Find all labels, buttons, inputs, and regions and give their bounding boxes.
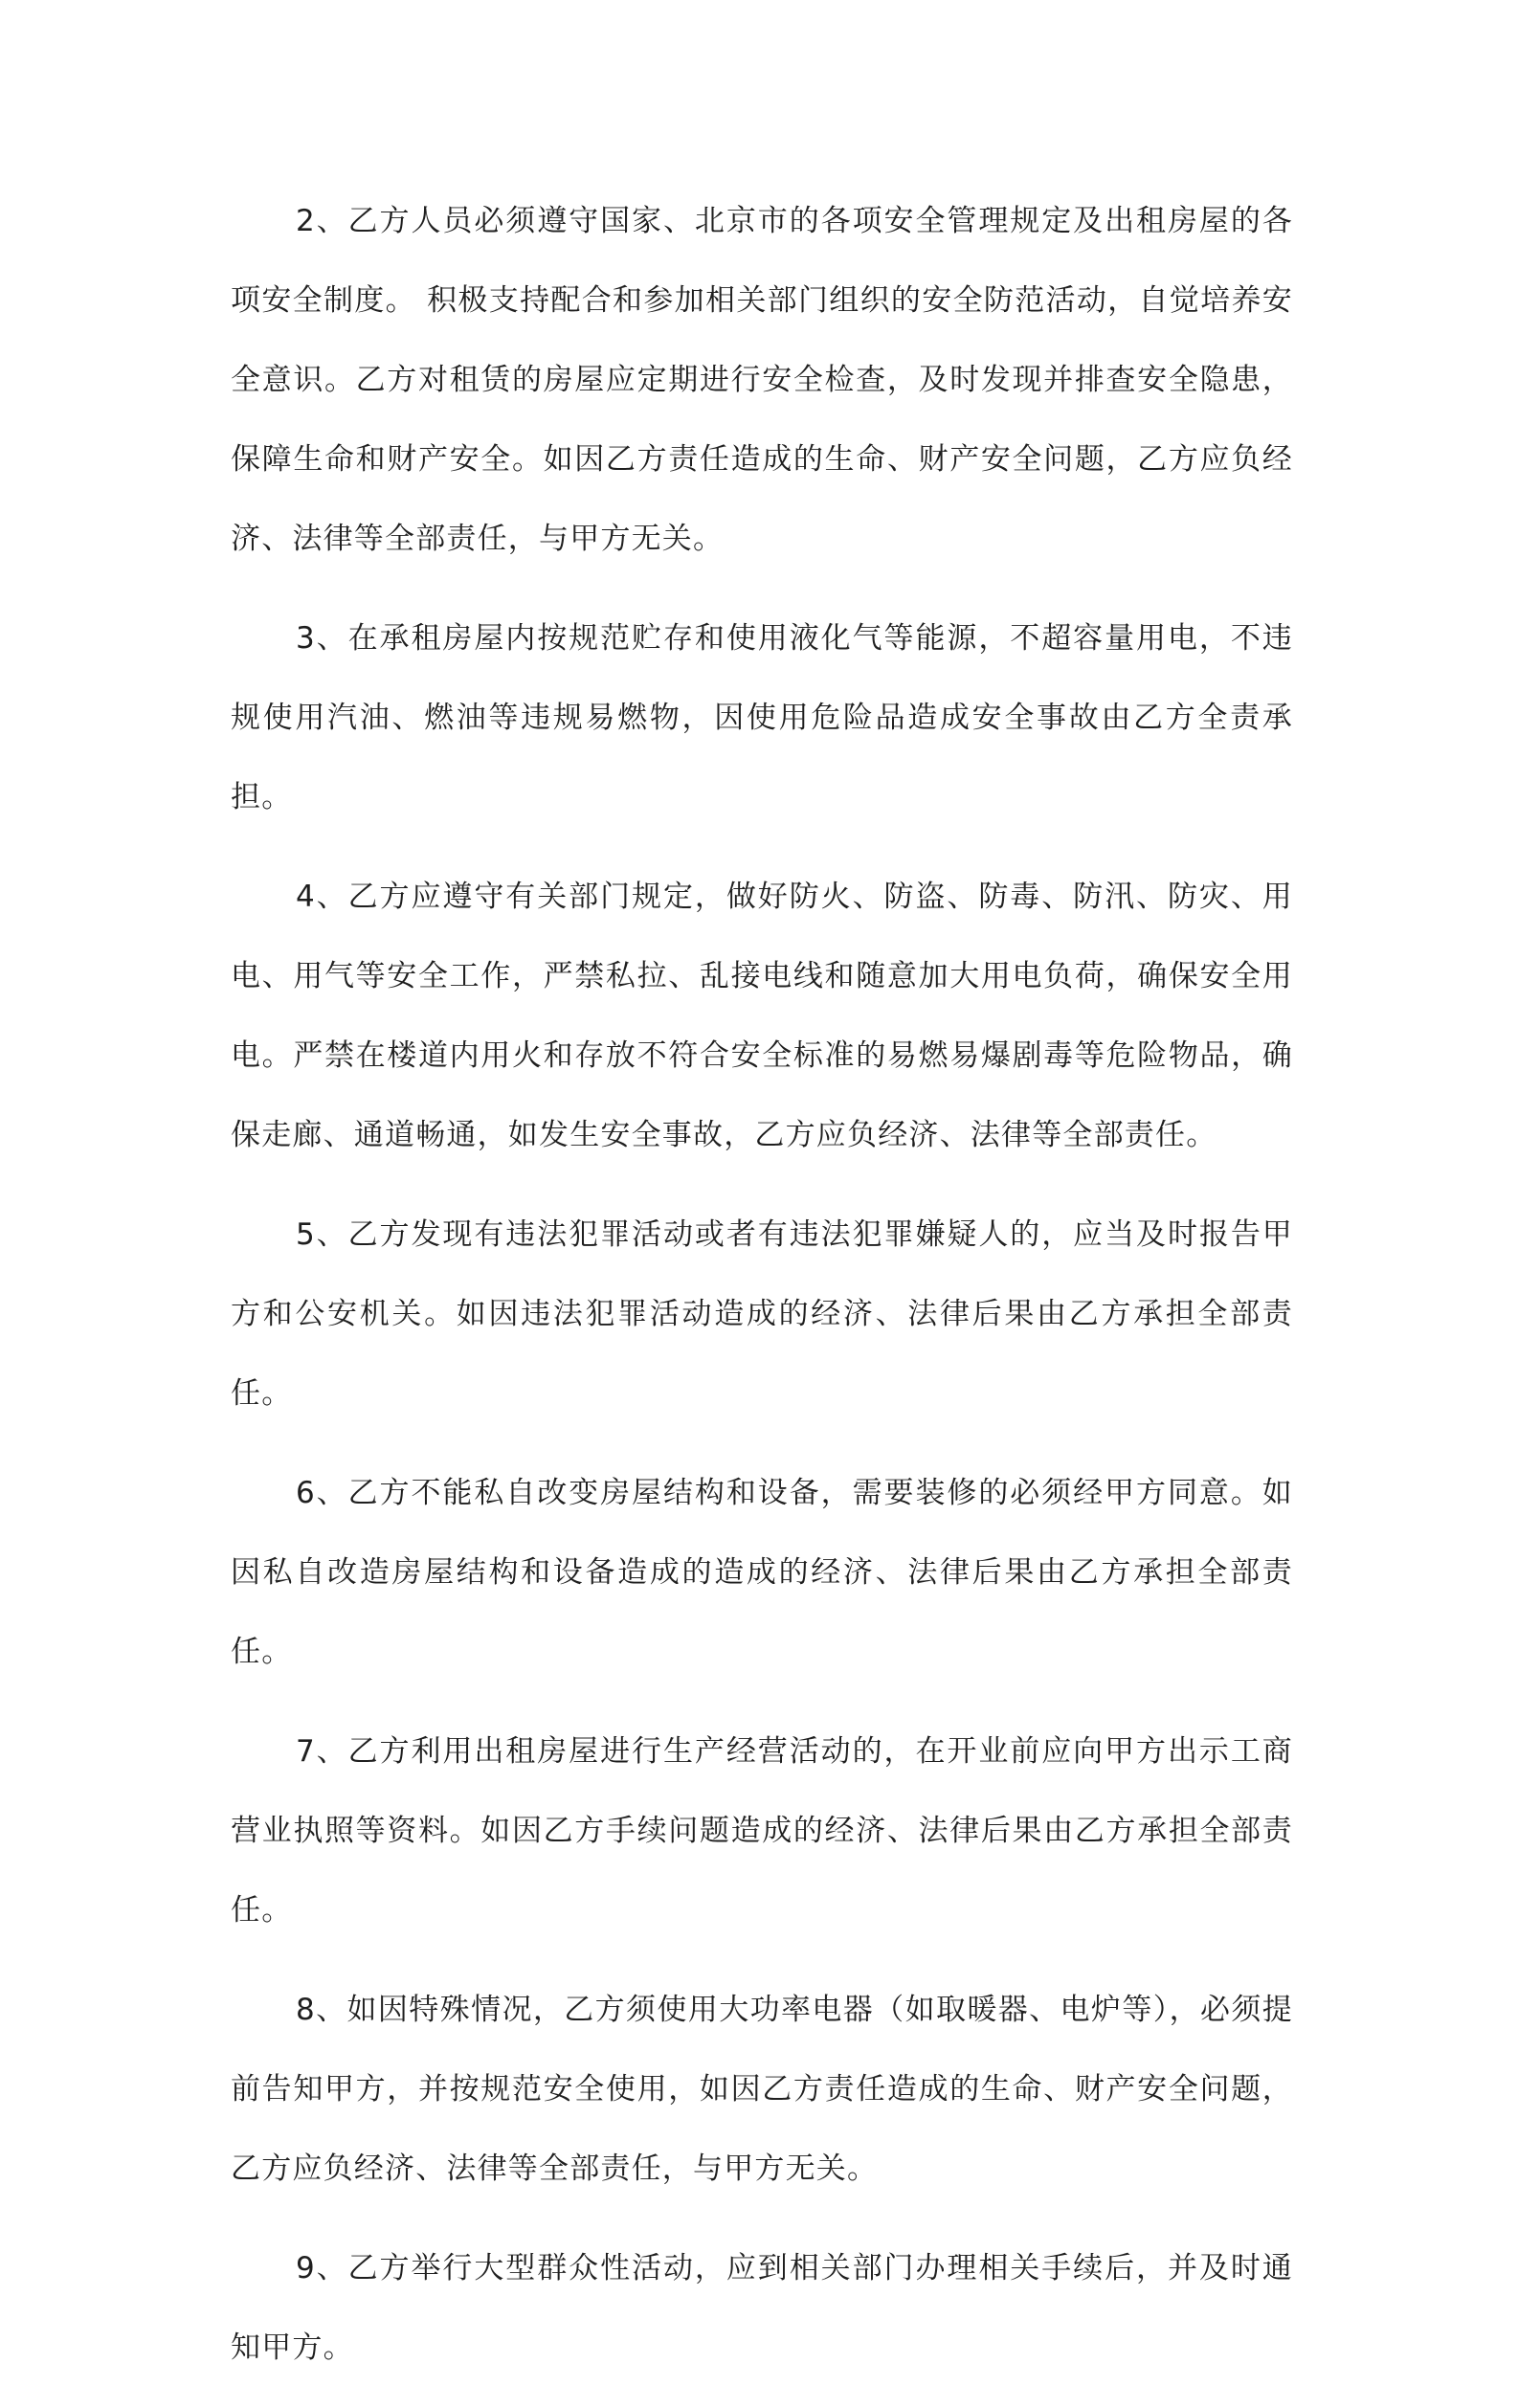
- clause-4-paragraph: 4、乙方应遵守有关部门规定，做好防火、防盗、防毒、防汛、防灾、用电、用气等安全工作，严禁私拉、乱接电线和随意加大用电负荷，确保安全用电。严禁在楼道内用火和存放不符合安全标准的易燃易爆剧毒等危险物品，确保走廊、通道畅通，如发生安全事故，乙方应负经济、法律等全部责任。: [231, 880, 1293, 1152]
- clause-2-paragraph: 2、乙方人员必须遵守国家、北京市的各项安全管理规定及出租房屋的各项安全制度。 积极支持配合和参加相关部门组织的安全防范活动，自觉培养安全意识。乙方对租赁的房屋应定期进行安全检查，及时发现并排查安全隐患，保障生命和财产安全。如因乙方责任造成的生命、财产安全问题，乙方应负经济、法律等全部责任，与甲方无关。: [231, 204, 1293, 556]
- clause-9-paragraph: 9、乙方举行大型群众性活动，应到相关部门办理相关手续后，并及时通知甲方。: [231, 2251, 1293, 2365]
- document-page: [231, 182, 1293, 2408]
- clause-5-paragraph: 5、乙方发现有违法犯罪活动或者有违法犯罪嫌疑人的，应当及时报告甲方和公安机关。如因违法犯罪活动造成的经济、法律后果由乙方承担全部责任。: [231, 1217, 1293, 1411]
- clause-8-paragraph: 8、如因特殊情况，乙方须使用大功率电器（如取暖器、电炉等），必须提前告知甲方，并按规范安全使用，如因乙方责任造成的生命、财产安全问题，乙方应负经济、法律等全部责任，与甲方无关。: [231, 1993, 1293, 2186]
- clause-3-paragraph: 3、在承租房屋内按规范贮存和使用液化气等能源，不超容量用电，不违规使用汽油、燃油等违规易燃物，因使用危险品造成安全事故由乙方全责承担。: [231, 621, 1293, 814]
- clause-6-paragraph: 6、乙方不能私自改变房屋结构和设备，需要装修的必须经甲方同意。如因私自改造房屋结构和设备造成的造成的经济、法律后果由乙方承担全部责任。: [231, 1476, 1293, 1669]
- clause-7-paragraph: 7、乙方利用出租房屋进行生产经营活动的，在开业前应向甲方出示工商营业执照等资料。如因乙方手续问题造成的经济、法律后果由乙方承担全部责任。: [231, 1734, 1293, 1928]
